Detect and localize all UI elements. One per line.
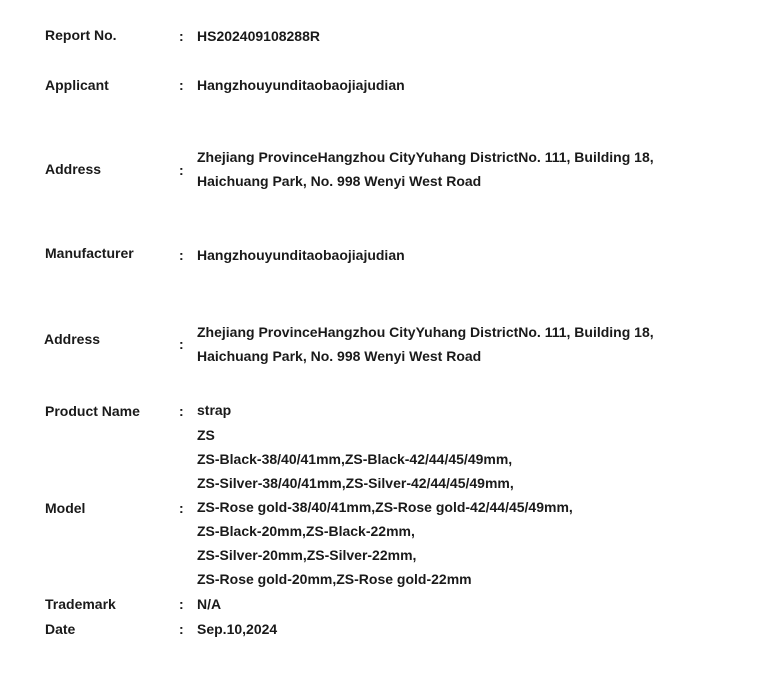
- trademark-colon: :: [179, 596, 184, 612]
- date-value: Sep.10,2024: [197, 621, 278, 637]
- date-label: Date: [45, 621, 76, 637]
- applicant-address-label: Address: [45, 161, 102, 177]
- model-colon: :: [179, 500, 184, 516]
- applicant-address-value: [197, 145, 654, 193]
- applicant-address-line: Zhejiang ProvinceHangzhou CityYuhang DistrictNo. 111, Building 18,: [197, 149, 654, 165]
- applicant-address-line: Haichuang Park, No. 998 Wenyi West Road: [197, 173, 482, 189]
- manufacturer-label: Manufacturer: [45, 245, 134, 261]
- model-line: ZS: [197, 427, 215, 443]
- applicant-label: Applicant: [45, 77, 109, 93]
- model-label: Model: [45, 500, 86, 516]
- date-colon: :: [179, 621, 184, 637]
- model-line: ZS-Rose gold-38/40/41mm,ZS-Rose gold-42/44/45/49mm,: [197, 499, 573, 515]
- model-line: ZS-Black-38/40/41mm,ZS-Black-42/44/45/49mm,: [197, 451, 513, 467]
- model-line: ZS-Black-20mm,ZS-Black-22mm,: [197, 523, 415, 539]
- applicant-value: Hangzhouyunditaobaojiajudian: [197, 77, 405, 93]
- product-name-value: strap: [197, 402, 232, 418]
- model-value: [197, 423, 573, 591]
- model-line: ZS-Rose gold-20mm,ZS-Rose gold-22mm: [197, 571, 472, 587]
- product-name-label: Product Name: [45, 403, 140, 419]
- applicant-address-colon: :: [179, 162, 184, 178]
- report-no-colon: :: [179, 28, 184, 44]
- model-line: ZS-Silver-20mm,ZS-Silver-22mm,: [197, 547, 417, 563]
- product-name-colon: :: [179, 403, 184, 419]
- manufacturer-address-colon: :: [179, 336, 184, 352]
- applicant-colon: :: [179, 77, 184, 93]
- trademark-label: Trademark: [45, 596, 116, 612]
- manufacturer-address-value: [197, 320, 654, 368]
- manufacturer-colon: :: [179, 247, 184, 263]
- manufacturer-address-line: Zhejiang ProvinceHangzhou CityYuhang DistrictNo. 111, Building 18,: [197, 324, 654, 340]
- trademark-value: N/A: [197, 596, 222, 612]
- manufacturer-value: Hangzhouyunditaobaojiajudian: [197, 247, 405, 263]
- model-line: ZS-Silver-38/40/41mm,ZS-Silver-42/44/45/49mm,: [197, 475, 514, 491]
- manufacturer-address-line: Haichuang Park, No. 998 Wenyi West Road: [197, 348, 482, 364]
- report-no-value: HS202409108288R: [197, 28, 320, 44]
- report-no-label: Report No.: [45, 27, 117, 43]
- manufacturer-address-label: Address: [44, 331, 101, 347]
